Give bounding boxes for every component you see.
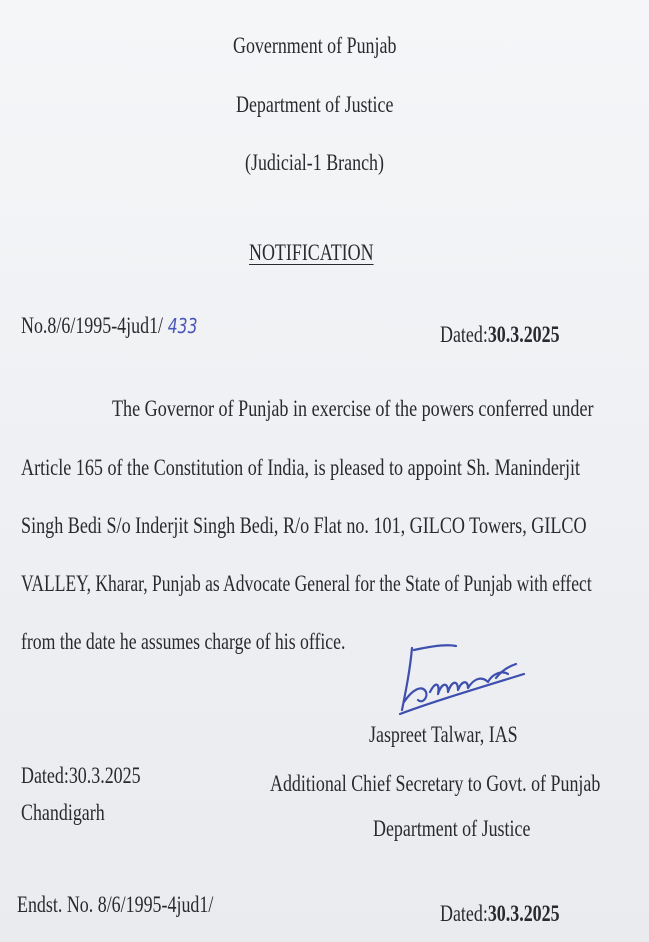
reference-date <box>440 322 560 348</box>
signature <box>392 640 532 720</box>
signatory-name: Jaspreet Talwar, IAS <box>369 722 518 747</box>
reference-date-value: 30.3.2025 <box>487 322 560 347</box>
body-line-1: The Governor of Punjab in exercise of the powers conferred under <box>112 396 594 421</box>
header-department: Department of Justice <box>236 92 394 117</box>
endorsement-number: Endst. No. 8/6/1995-4jud1/ <box>17 892 214 917</box>
body-line-4: VALLEY, Kharar, Punjab as Advocate General for the State of Punjab with effect <box>21 571 592 596</box>
place-date: Dated:30.3.2025 <box>21 763 141 788</box>
header-government: Government of Punjab <box>233 33 397 58</box>
reference-number <box>21 313 197 339</box>
endorsement-date-label: Dated: <box>440 901 488 926</box>
signatory-department: Department of Justice <box>373 816 531 841</box>
body-line-5: from the date he assumes charge of his office. <box>21 629 346 654</box>
reference-date-label: Dated: <box>440 322 488 347</box>
notification-title: NOTIFICATION <box>249 240 374 265</box>
endorsement-date-value: 30.3.2025 <box>487 901 560 926</box>
place-name: Chandigarh <box>21 800 105 825</box>
signatory-designation: Additional Chief Secretary to Govt. of Punjab <box>270 771 601 796</box>
header-branch: (Judicial-1 Branch) <box>245 150 384 175</box>
endorsement-date <box>440 901 560 927</box>
reference-number-handwritten: 433 <box>167 314 198 338</box>
body-line-3: Singh Bedi S/o Inderjit Singh Bedi, R/o Flat no. 101, GILCO Towers, GILCO <box>21 513 587 538</box>
reference-number-printed: No.8/6/1995-4jud1/ <box>21 313 164 338</box>
body-line-2: Article 165 of the Constitution of India, is pleased to appoint Sh. Maninderjit <box>21 455 581 480</box>
